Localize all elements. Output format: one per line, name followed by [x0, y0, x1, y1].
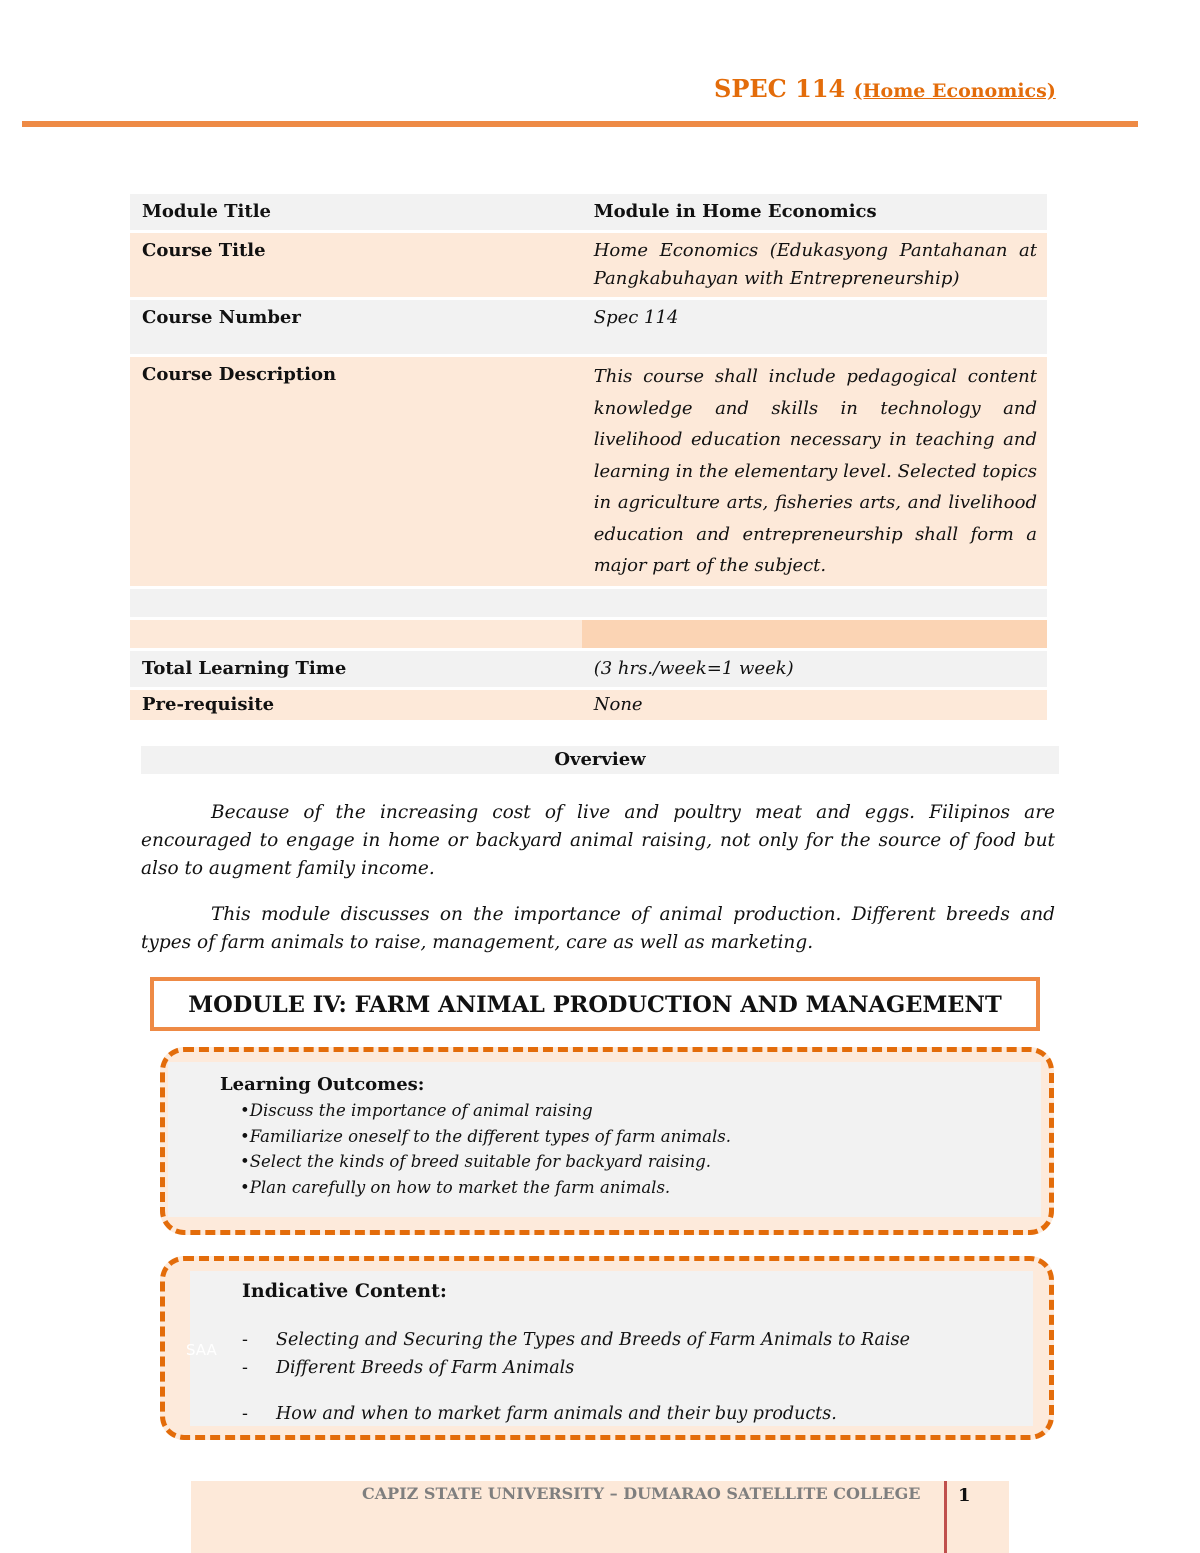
- list-item: - Different Breeds of Farm Animals: [242, 1354, 910, 1382]
- list-item: • Plan carefully on how to market the farm animals.: [240, 1175, 731, 1201]
- list-item: • Familiarize oneself to the different types of farm animals.: [240, 1124, 731, 1150]
- row-label: Course Title: [130, 233, 582, 297]
- module-title: MODULE IV: FARM ANIMAL PRODUCTION AND MANAGEMENT: [150, 977, 1040, 1031]
- row-value: This course shall include pedagogical content knowledge and skills in technology and livelihood education necessary in teaching and learning in the elementary level. Selected topics in agriculture arts, fisheries arts, and livelihood education and entrepreneurship shall form a major part of the subject.: [582, 357, 1047, 586]
- watermark-text: SAA: [186, 1341, 217, 1359]
- row-value: (3 hrs./week=1 week): [582, 651, 1047, 687]
- paragraph-text: This module discusses on the importance of animal production. Different breeds and types of farm animals to raise, management, care as well as marketing.: [141, 904, 1055, 953]
- footer-institution: CAPIZ STATE UNIVERSITY – DUMARAO SATELLITE COLLEGE: [362, 1484, 921, 1503]
- row-label: Total Learning Time: [130, 651, 582, 687]
- list-item: • Discuss the importance of animal raising: [240, 1098, 731, 1124]
- course-code: SPEC 114: [714, 74, 846, 103]
- indicative-content-list: [242, 1326, 910, 1425]
- list-item: - Selecting and Securing the Types and Breeds of Farm Animals to Raise: [242, 1326, 910, 1354]
- subject-name: (Home Economics): [853, 80, 1056, 102]
- row-label: Module Title: [130, 194, 582, 230]
- row-value: Module in Home Economics: [582, 194, 1047, 230]
- row-label: Course Number: [130, 300, 582, 354]
- row-value: Spec 114: [582, 300, 1047, 354]
- row-value: None: [582, 690, 1047, 720]
- page-number: 1: [958, 1485, 971, 1506]
- row-value: Home Economics (Edukasyong Pantahanan at Pangkabuhayan with Entrepreneurship): [582, 233, 1047, 297]
- list-item: - How and when to market farm animals and their buy products.: [242, 1400, 910, 1425]
- learning-outcomes-title: Learning Outcomes:: [220, 1074, 425, 1095]
- row-label: Pre-requisite: [130, 690, 582, 720]
- footer-divider: [944, 1481, 947, 1553]
- row-label: Course Description: [130, 357, 582, 586]
- overview-heading: Overview: [141, 746, 1059, 774]
- indicative-content-title: Indicative Content:: [242, 1280, 447, 1302]
- list-item: • Select the kinds of breed suitable for backyard raising.: [240, 1149, 731, 1175]
- paragraph-text: Because of the increasing cost of live and poultry meat and eggs. Filipinos are encouraged to engage in home or backyard animal raising, not only for the source of food but also to augment family income.: [141, 802, 1055, 879]
